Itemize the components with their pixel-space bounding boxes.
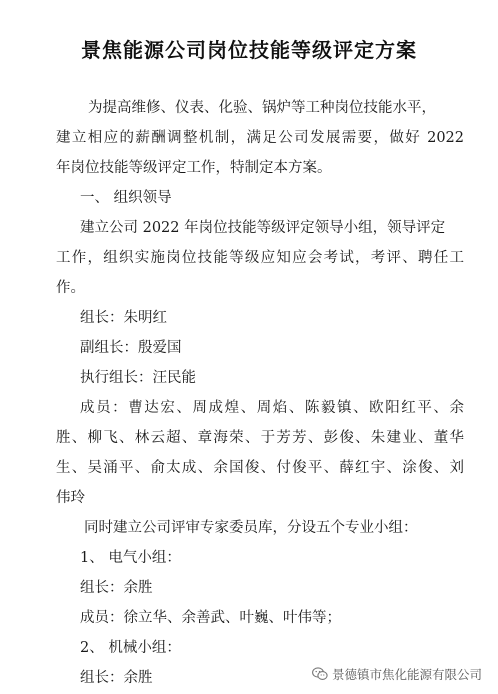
- members-line-1: 成员：曹达宏、周成煌、周焰、陈毅镇、欧阳红平、余: [80, 400, 464, 416]
- group-leader: 组长：朱明红: [80, 310, 167, 326]
- intro-line-1: 为提高维修、仪表、化验、锅炉等工种岗位技能水平，: [88, 100, 436, 116]
- group1-leader: 组长：余胜: [80, 580, 153, 596]
- group2-heading: 2、 机械小组：: [80, 640, 181, 656]
- intro-line-3: 年岗位技能等级评定工作，特制定本方案。: [56, 160, 332, 176]
- document-title: 景焦能源公司岗位技能等级评定方案: [81, 38, 417, 62]
- group2-leader: 组长：余胜: [80, 670, 153, 686]
- deputy-leader: 副组长：殷爱国: [80, 340, 182, 356]
- members-line-3: 生、吴涌平、俞太成、余国俊、付俊平、薛红宇、涂俊、刘: [56, 460, 464, 476]
- members-line-2: 胜、柳飞、林云超、章海荣、于芳芳、彭俊、朱建业、董华: [56, 430, 464, 446]
- watermark-text: 景德镇市焦化能源有限公司: [332, 667, 483, 682]
- group1-members: 成员：徐立华、余善武、叶巍、叶伟等；: [80, 610, 341, 626]
- group1-heading: 1、 电气小组：: [80, 550, 181, 566]
- section1-para-line-1: 建立公司 2022 年岗位技能等级评定领导小组，领导评定: [80, 220, 446, 236]
- committee-line: 同时建立公司评审专家委员库，分设五个专业小组：: [84, 520, 418, 536]
- section1-heading: 一、 组织领导: [80, 190, 172, 206]
- watermark: [312, 662, 482, 686]
- executive-leader: 执行组长：汪民能: [80, 370, 196, 386]
- intro-line-2: 建立相应的薪酬调整机制，满足公司发展需要，做好 2022: [56, 130, 464, 146]
- wechat-icon: [312, 667, 328, 681]
- members-line-4: 伟玲: [56, 490, 85, 506]
- section1-para-line-2: 工作，组织实施岗位技能等级应知应会考试，考评、聘任工: [56, 250, 464, 266]
- section1-para-line-3: 作。: [56, 280, 85, 296]
